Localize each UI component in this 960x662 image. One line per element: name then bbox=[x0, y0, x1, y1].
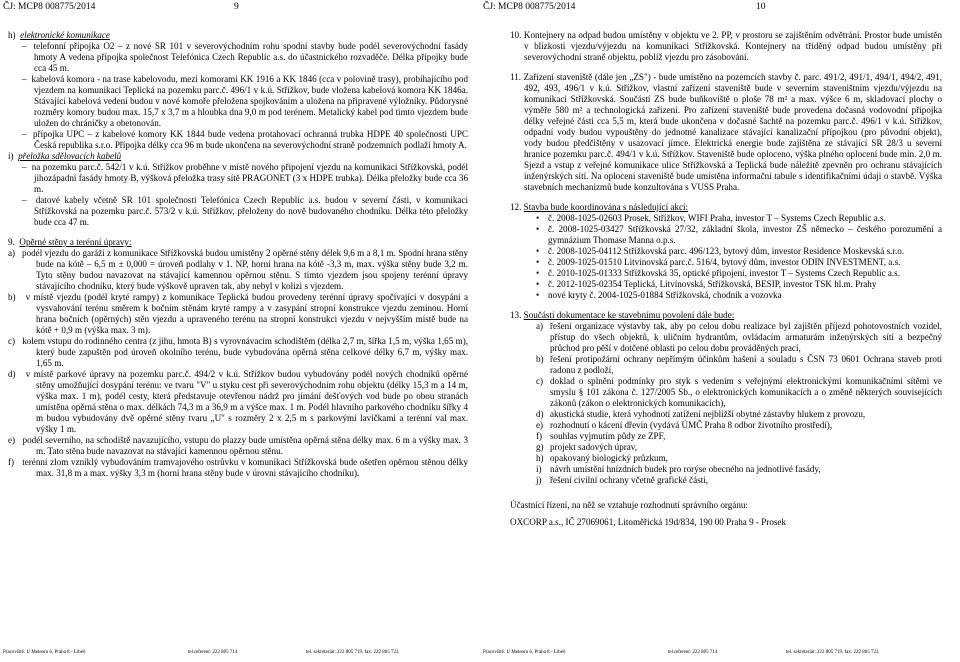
section-13-list bbox=[510, 321, 942, 486]
section-h-heading: h) elektronické komunikace bbox=[8, 30, 110, 40]
footer-tel-referent: tel.referent: 222 805 714 bbox=[188, 650, 238, 655]
list-item: • č. 2008-1025-03427 Střížkovská 27/32, základní škola, investor ZŠ německo – českého porozumění a gymnázium Thomase Manna o.p.s. bbox=[536, 224, 942, 246]
section-9-heading: 9. Opěrné stěny a terénní úpravy: bbox=[8, 237, 132, 247]
list-item: – datové kabely včetně SR 101 společnosti Telefónica Czech Republic a.s. budou v severní části, v komunikaci Střížkovská na pozemku parc.č. 573/2 v k.ú. Střížkov, přeloženy do nově budovaného chodníku. Délka této přeložky bude cca 47 m. bbox=[22, 195, 469, 227]
section-9-list bbox=[8, 248, 468, 479]
right-page bbox=[480, 0, 960, 662]
right-body bbox=[510, 30, 942, 528]
list-item: – na pozemku parc.č. 542/1 v k.ú. Střížkov proběhne v místě nového připojení vjezdu na komunikaci Střížkovská, podél jihozápadní fasády hmoty B, výšková přeložka trasy sítě PRAGONET (3 x HDPE trubka). Délka přeložky bude cca 36 m. bbox=[22, 162, 468, 194]
header-reference: ČJ: MCP8 008775/2014 bbox=[3, 2, 96, 12]
section-13-heading: 13. Součástí dokumentace ke stavebnímu povolení dále bude: bbox=[510, 310, 735, 320]
section-10: 10. Kontejnery na odpad budou umístěny v objektu ve 2. PP, v prostoru se zajištěním odvětrání. Prostor bude umístěn v blízkosti vjezdu/výjezdu na komunikaci Střížkovská. Kontejnery na tříděný odpad budou umístěny při severovýchodní straně objektu, poblíž vjezdu pro zásobování. bbox=[510, 30, 942, 62]
list-item: h) opakovaný biologický průzkum, bbox=[536, 453, 668, 463]
page-number: 10 bbox=[756, 2, 766, 12]
list-item: • č. 2008-1025-02603 Prosek, Střížkov, WIFI Praha, investor T – Systems Czech Republic a.s. bbox=[536, 213, 942, 224]
footer-tel-secretariat: tel. sekretariát: 222 805 719, fax: 222 805 723 bbox=[786, 650, 879, 655]
footer-tel-secretariat: tel. sekretariát: 222 805 719, fax: 222 805 723 bbox=[306, 650, 399, 655]
list-item: d) v místě parkové úpravy na pozemku parc.č. 494/2 v k.ú. Střížkov budou vybudovány podél nových chodníků opěrné stěny umožňující dosypání terénu: ve tvaru "V" u styku cest při severovýchodním rohu objektu (délky 15,3 m a 14 m, výška max. 1 m), podél cesty, která představuje otevřenou nádrž pro jímání dešťových vod bude po obou stranách umístěna opěrná stěna o max. délkách 74,3 m a 36,9 m a výšce max. 1 m. Podél hlavního parkového chodníku šířky 4 m budou vybudovány dvě opěrné stěny tvaru „U" s rozměry 2 x 2,5 m s parkovými lavičkami a terénní val max. výšky 1 m. bbox=[8, 369, 468, 434]
participant: OXCORP a.s., IČ 27069061, Litoměřická 19d/834, 190 00 Praha 9 - Prosek bbox=[510, 517, 786, 527]
list-item: j) řešení civilní ochrany včetně grafické části, bbox=[536, 475, 709, 485]
list-item: • č. 2012-1025-02354 Teplická, Litvínovská, Střížkovská, BESIP, investor TSK hl.m. Prahy bbox=[536, 279, 942, 290]
section-12-heading: 12. Stavba bude koordinována s následující akcí: bbox=[510, 202, 689, 212]
list-item: – kabelová komora - na trase kabelovodu, mezi komorami KK 1916 a KK 1846 (cca v polovině trasy), probíhajícího pod vjezdem na komunikaci Teplická na pozemku parc.č. 496/1 v k.ú. Střížkov, bude vložena kabelová komora KK 1846a. Stávající kabelová vedení budou v nové komoře přeložena spojkováním a uložena na připravené výložníky. Půdorysné rozměry komory budou max. 15,7 x 3,7 m a hloubka dna 9,0 m pod terénem. Metalický kabel pod tímto vjezdem bude uložen do chráničky a obetonován. bbox=[22, 74, 468, 128]
list-item: f) terénní zlom vzniklý vybudováním tramvajového ostrůvku v komunikaci Střížkovská bude ošetřen opěrnou stěnou délky max. 31,8 m a max. výšky 3,3 m (horní hrana stěny bude v úrovni stávajícího chodníku). bbox=[8, 457, 468, 478]
participants-intro: Účastníci řízení, na něž se vztahuje rozhodnutí správního orgánu: bbox=[510, 500, 748, 510]
list-item: • č. 2010-1025-01333 Střížkovská 35, optické připojení, investor T – Systems Czech Republic a.s. bbox=[536, 268, 942, 279]
list-item: – přípojka UPC – z kabelové komory KK 1844 bude vedena protahovací ochranná trubka HDPE 40 společnosti UPC Česká republika s.r.o. Přípojka délky cca 96 m bude ukončena na severovýchodní straně podzemních podlaží hmoty A. bbox=[22, 129, 468, 150]
list-item: • č. 2008-1025-04112 Střížkovská parc. 496/123, bytový dům, investor Residence Moskevská s.r.o. bbox=[536, 246, 942, 257]
list-item: – telefonní přípojka O2 – z nové SR 101 v severovýchodním rohu spodní stavby bude podél severovýchodní fasády hmoty A vedena přípojka společnost Telefónica Czech Republic a.s. do účastnického rozvaděče. Délka přípojky bude cca 45 m. bbox=[22, 41, 468, 73]
footer-tel-referent: tel.referent: 222 805 714 bbox=[668, 650, 718, 655]
footer-address: Pracoviště: U Meteoru 6, Praha 8 - Libeň bbox=[3, 650, 86, 655]
list-item: a) podél vjezdu do garáží z komunikace Střížkovská budou umístěny 2 opěrné stěny délek 9,6 m a 8,1 m. Spodní hrana stěny bude na kótě – 6,5 m ± 0,000 = úroveň podlahy v 1. NP, horní hrana na kótě -3,3 m, max. výška stěny bude 3,2 m. Tyto stěny budou navazovat na stávající kamennou opěrnou stěnu. S tímto vjezdem jsou spojeny terénní úpravy stávajícího chodníku, který bude výškově upraven tak, aby nebyl v kolizi s vjezdem. bbox=[8, 248, 468, 291]
list-item: b) v místě vjezdu (podél kryté rampy) z komunikace Teplická budou provedeny terénní úpravy spočívající v dosypání a vysvahování terénu směrem k bočním stěnám kryté rampy a v zasypání stropní konstrukce vjezdu zeminou. Horní hrana bočních (opěrných) stěn vjezdu a upraveného terénu na stropní konstrukci vjezdu v nejvyšším místě bude na kótě + 0,9 m (výška max. 3 m). bbox=[8, 292, 468, 335]
list-item: i) návrh umístění hnízdních budek pro rorýse obecného na jednotlivé fasády, bbox=[536, 464, 821, 474]
list-item: f) souhlas vyjmutím půdy ze ZPF, bbox=[536, 431, 666, 441]
list-item: • nové kryty č. 2004-1025-01884 Střížkovská, chodník a vozovka bbox=[536, 290, 942, 301]
list-item: c) kolem vstupu do rodinného centra (z jihu, hmota B) s vyrovnávacím schodištěm (délka 2,7 m, šířka 1,5 m, výška 1,65 m), který bude zapuštěn pod úroveň okolního terénu, bude vybudována opěrná stěna celkové délky 6,7 m, výšky max. 1,65 m. bbox=[8, 336, 468, 368]
list-item: a) řešení organizace výstavby tak, aby po celou dobu realizace byl zajištěn příjezd pohotovostních vozidel, přístup do všech objektů, k uličním hydrantům, ovládacím armaturám inženýrských sítí a bezpečný průchod pro pěší v dotčené oblasti po celou dobu prováděných prací, bbox=[536, 321, 942, 353]
list-item: d) akustická studie, která vyhodnotí zatížení nejbližší obytné zástavby hlukem z provozu, bbox=[536, 409, 866, 419]
section-12-list bbox=[510, 213, 942, 301]
list-item: • č. 2009-1025-01510 Litvínovská parc.č. 516/4, bytový dům, investor ODIN INVESTMENT, a.s. bbox=[536, 257, 942, 268]
list-item: b) řešení protipožární ochrany nepřímým účinkům hašení a souladu s ČSN 73 0601 Ochrana staveb proti radonu z podloží, bbox=[536, 354, 942, 375]
footer-address: Pracoviště: U Meteoru 6, Praha 8 - Libeň bbox=[483, 650, 566, 655]
list-item: e) rozhodnutí o kácení dřevin (vydává ÚMČ Praha 8 odbor životního prostředí), bbox=[536, 420, 833, 430]
list-item: g) projekt sadových úprav, bbox=[536, 442, 638, 452]
section-i-heading: i) přeložka sdělovacích kabelů bbox=[8, 151, 122, 161]
page-number: 9 bbox=[234, 2, 239, 12]
section-11: 11. Zařízení staveniště (dále jen „ZS") - bude umístěno na pozemcích stavby č. parc. 491/2, 491/1, 494/1, 494/2, 491, 492, 493, 496/1 v k.ú. Střížkov, vlastní zařízení staveniště bude v severním staveništním vjezdu/výjezdu na komunikaci Střížkovská. Součástí ZS bude buňkoviště o ploše 78 m² a max. výšce 6 m, skladovací plochy o výměře 580 m² a technologická zařízení. Pro zařízení staveniště bude provedena dočasná vodovodní přípojka délky veřejné části cca 5,5 m, která bude ukončena v dočasné šachtě na pozemku parc.č. 496/1 v k.ú. Střížkov, odpadní vody budou vypouštěny do jednotné kanalizace stávající kanalizační přípojkou (pro původní objekt), vody budou předčištěny v usazovací jímce. Elektrická energie bude zajištěna ze stávající SR 28/3 u severní hranice pozemku parc.č. 494/1 v k.ú. Střížkov. Staveniště bude oploceno, výška plného oplocení bude min. 2,0 m. Sjezd a vstup z veřejné komunikace ulice Střížkovská a Teplická bude náležitě zpevněn pro ochranu stávajících inženýrských sítí. Na oplocení staveniště bude umístěna informační tabule s identifikačními údaji o stavbě. Výška stavebních mechanizmů bude konzultována s VUSS Praha. bbox=[510, 72, 942, 192]
header-reference: ČJ: MCP8 008775/2014 bbox=[483, 2, 576, 12]
list-item: e) podél severního, na schodiště navazujícího, vstupu do plazzy bude umístěna opěrná stěna délky max. 6 m a výšky max. 3 m. Tato stěna bude navazovat na stávající kamennou opěrnou stěnu. bbox=[8, 435, 468, 456]
left-body bbox=[8, 30, 468, 479]
list-item: c) doklad o splnění podmínky pro styk s vedením s veřejnými elektronickými komunikačními sítěmi ve smyslu § 101 zákona č. 127/2005 Sb., o elektronických komunikacích a o změně některých souvisejících zákonů (zákon o elektronických komunikacích), bbox=[536, 376, 942, 408]
